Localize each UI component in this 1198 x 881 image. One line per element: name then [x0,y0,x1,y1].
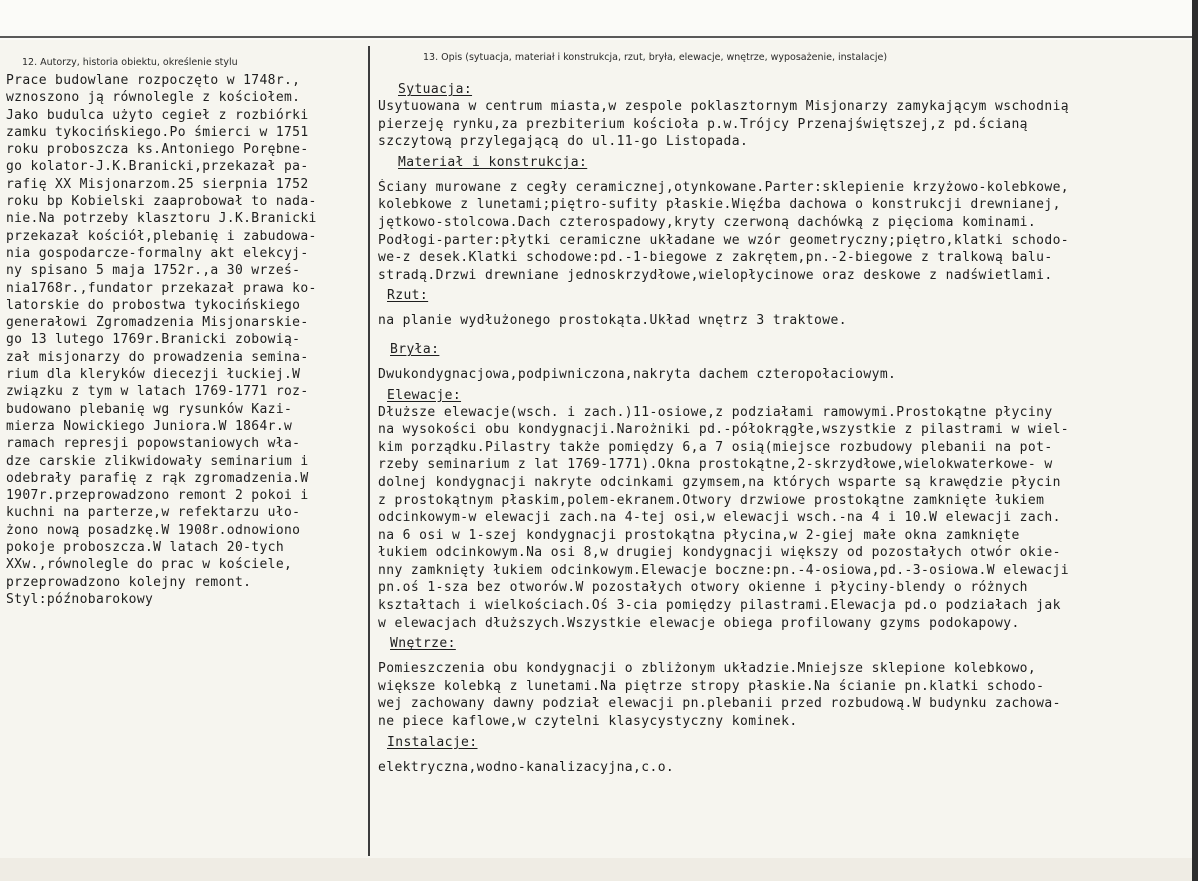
history-line: rafię XX Misjonarzom.25 sierpnia 1752 [6,176,309,192]
section-heading-rzut: Rzut: [387,288,429,304]
elewacje-line: kształtach i wielkościach.Oś 3-cia pomiędzy pilastrami.Elewacja pd.o podziałach jak [378,598,1061,614]
instalacje-line: elektryczna,wodno-kanalizacyjna,c.o. [378,759,675,775]
section-heading-wnetrze: Wnętrze: [390,636,456,652]
section-heading-elewacje: Elewacje: [387,387,462,403]
history-line: nie.Na potrzeby klasztoru J.K.Branicki [6,211,317,227]
material-line: stradą.Drzwi drewniane jednoskrzydłowe,wielopłycinowe oraz deskowe z nadświetlami. [378,267,1053,283]
history-line: generałowi Zgromadzenia Misjonarskie- [6,315,309,331]
history-line: Prace budowlane rozpoczęto w 1748r., [6,73,301,88]
history-line: rium dla kleryków diecezji łuckiej.W [6,367,301,383]
material-line: Podłogi-parter:płytki ceramiczne układane we wzór geometryczny;piętro,klatki schodo- [378,232,1070,248]
history-line: zał misjonarzy do prowadzenia semina- [6,349,309,365]
history-line: kuchni na parterze,w refektarzu uło- [6,505,301,521]
right-column-header: 13. Opis (sytuacja, materiał i konstrukcja, rzut, bryła, elewacje, wnętrze, wyposażenie, instalacje) [423,52,888,63]
elewacje-line: dolnej kondygnacji nakryte odcinkami gzymsem,na których wsparte są krawędzie płycin [378,474,1061,490]
elewacje-line: na 6 osi w 1-szej kondygnacji prostokątna płycina,w 2-giej małe okna zamknięte [378,527,1020,543]
history-line: przekazał kościół,plebanię i zabudowa- [6,228,317,244]
elewacje-line: z prostokątnym płaskim,polem-ekranem.Otwory drzwiowe prostokątne zamknięte łukiem [378,492,1045,508]
bottom-margin [0,858,1198,881]
section-heading-bryla: Bryła: [390,341,440,357]
column-divider [368,46,370,856]
history-line: 1907r.przeprowadzono remont 2 pokoi i [6,488,309,504]
history-line: dze carskie zlikwidowały seminarium i [6,453,309,469]
elewacje-line: rzeby seminarium z lat 1769-1771).Okna prostokątne,2-skrzydłowe,wielokwaterkowe- w [378,457,1053,473]
material-line: jętkowo-stolcowa.Dach czterospadowy,kryty czerwoną dachówką z pięcioma kominami. [378,214,1037,230]
elewacje-line: pn.oś 1-sza bez otworów.W pozostałych otwory okienne i płyciny-blendy o różnych [378,580,1028,596]
section-heading-material: Materiał i konstrukcja: [398,154,588,170]
material-line: kolebkowe z lunetami;piętro-sufity płaskie.Więźba dachowa o konstrukcji drewnianej, [378,197,1061,213]
history-column [6,72,368,608]
elewacje-line: w elewacjach dłuższych.Wszystkie elewacje obiega profilowany gzyms podokapowy. [378,615,1020,631]
history-line: latorskie do probostwa tykocińskiego [6,297,301,313]
bryla-line: Dwukondygnacjowa,podpiwniczona,nakryta dachem czteropołaciowym. [378,366,897,382]
history-line: Jako budulca użyto cegieł z rozbiórki [6,107,309,123]
top-margin [0,0,1198,40]
elewacje-line: odcinkowym-w elewacji zach.na 4-tej osi,w elewacji wsch.-na 4 i 10.W elewacji zach. [378,510,1061,526]
material-line: we-z desek.Klatki schodowe:pd.-1-biegowe z zakrętem,pn.-2-biegowe z tralkową balu- [378,250,1053,266]
section-heading-sytuacja: Sytuacja: [398,82,473,97]
left-column-header: 12. Autorzy, historia obiektu, określenie stylu [22,57,238,68]
history-line: go 13 lutego 1769r.Branicki zobowią- [6,332,301,348]
history-line: żono nową posadzkę.W 1908r.odnowiono [6,522,301,538]
history-line: ramach represji popowstaniowych wła- [6,436,301,452]
top-rule [0,36,1192,38]
elewacje-line: kim porządku.Pilastry także pomiędzy 6,a 7 osią(miejsce rozbudowy plebanii na pot- [378,439,1053,455]
history-line: odebrały parafię z rąk zgromadzenia.W [6,470,309,486]
sytuacja-line: Usytuowana w centrum miasta,w zespole poklasztornym Misjonarzy zamykającym wschodnią [378,99,1070,114]
description-column [378,78,1190,776]
history-line: przeprowadzono kolejny remont. [6,574,252,590]
wnetrze-line: większe kolebką z lunetami.Na piętrze stropy płaskie.Na ścianie pn.klatki schodo- [378,678,1045,694]
history-line: wznoszono ją równolegle z kościołem. [6,90,301,106]
history-line: XXw.,równolegle do prac w kościele, [6,557,293,573]
history-line: nia1768r.,fundator przekazał prawa ko- [6,280,317,296]
material-line: Ściany murowane z cegły ceramicznej,otynkowane.Parter:sklepienie krzyżowo-kolebkowe, [378,179,1070,195]
history-line: roku bp Kobielski zaaprobował to nada- [6,194,317,210]
sytuacja-line: pierzeję rynku,za prezbiterium kościoła p.w.Trójcy Przenajświętszej,z pd.ścianą [378,116,1028,132]
style-line: Styl:późnobarokowy [6,591,154,607]
history-line: związku z tym w latach 1769-1771 roz- [6,384,309,400]
history-line: zamku tykocińskiego.Po śmierci w 1751 [6,124,309,140]
wnetrze-line: ne piece kaflowe,w czytelni klasycystyczny kominek. [378,714,798,730]
history-line: nia gospodarcze-formalny akt elekcyj- [6,245,309,261]
history-line: ny spisano 5 maja 1752r.,a 30 wrześ- [6,263,301,279]
history-line: roku proboszcza ks.Antoniego Porębne- [6,142,309,158]
wnetrze-line: wej zachowany dawny podział elewacji pn.plebanii przed rozbudową.W budynku zachowa- [378,696,1061,712]
rzut-line: na planie wydłużonego prostokąta.Układ wnętrz 3 traktowe. [378,313,847,329]
elewacje-line: łukiem odcinkowym.Na osi 8,w drugiej kondygnacji większy od pozostałych otwór okie- [378,545,1061,561]
elewacje-line: na wysokości obu kondygnacji.Narożniki pd.-półokrągłe,wszystkie z pilastrami w wiel- [378,422,1070,438]
wnetrze-line: Pomieszczenia obu kondygnacji o zbliżonym układzie.Mniejsze sklepione kolebkowo, [378,661,1037,677]
history-line: mierza Nowickiego Juniora.W 1864r.w [6,418,293,434]
right-edge-shadow [1192,0,1198,881]
sytuacja-line: szczytową przylegającą do ul.11-go Listopada. [378,134,749,150]
section-heading-instalacje: Instalacje: [387,734,478,750]
history-line: budowano plebanię wg rysunków Kazi- [6,401,293,417]
elewacje-line: Dłuższe elewacje(wsch. i zach.)11-osiowe,z podziałami ramowymi.Prostokątne płyciny [378,404,1053,420]
history-line: pokoje proboszcza.W latach 20-tych [6,540,285,556]
elewacje-line: nny zamknięty łukiem odcinkowym.Elewacje boczne:pn.-4-osiowa,pd.-3-osiowa.W elewacji [378,562,1070,578]
history-line: go kolator-J.K.Branicki,przekazał pa- [6,159,309,175]
